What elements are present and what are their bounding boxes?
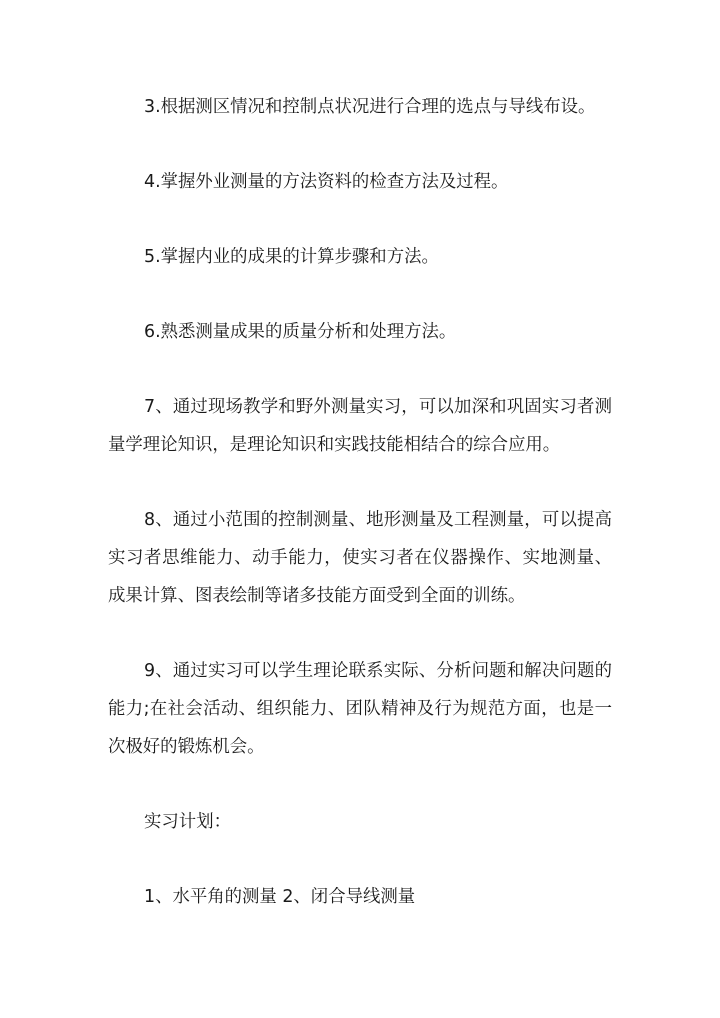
paragraph-item-6: 6.熟悉测量成果的质量分析和处理方法。 (144, 322, 457, 342)
document-page (108, 88, 612, 953)
paragraph-item-7: 7、通过现场教学和野外测量实习，可以加深和巩固实习者测量学理论知识，是理论知识和实践技能相结合的综合应用。 (108, 397, 612, 455)
paragraph-item-4: 4.掌握外业测量的方法资料的检查方法及过程。 (144, 172, 509, 192)
paragraph-item-5: 5.掌握内业的成果的计算步骤和方法。 (144, 247, 439, 267)
paragraph-item-9: 9、通过实习可以学生理论联系实际、分析问题和解决问题的能力;在社会活动、组织能力、团队精神及行为规范方面，也是一次极好的锻炼机会。 (108, 661, 612, 757)
plan-list-item: 1、水平角的测量 2、闭合导线测量 (144, 887, 416, 907)
paragraph-item-8: 8、通过小范围的控制测量、地形测量及工程测量，可以提高实习者思维能力、动手能力，使实习者在仪器操作、实地测量、成果计算、图表绘制等诸多技能方面受到全面的训练。 (108, 510, 612, 606)
section-heading-plan: 实习计划： (144, 812, 231, 832)
paragraph-item-3: 3.根据测区情况和控制点状况进行合理的选点与导线布设。 (144, 97, 596, 117)
